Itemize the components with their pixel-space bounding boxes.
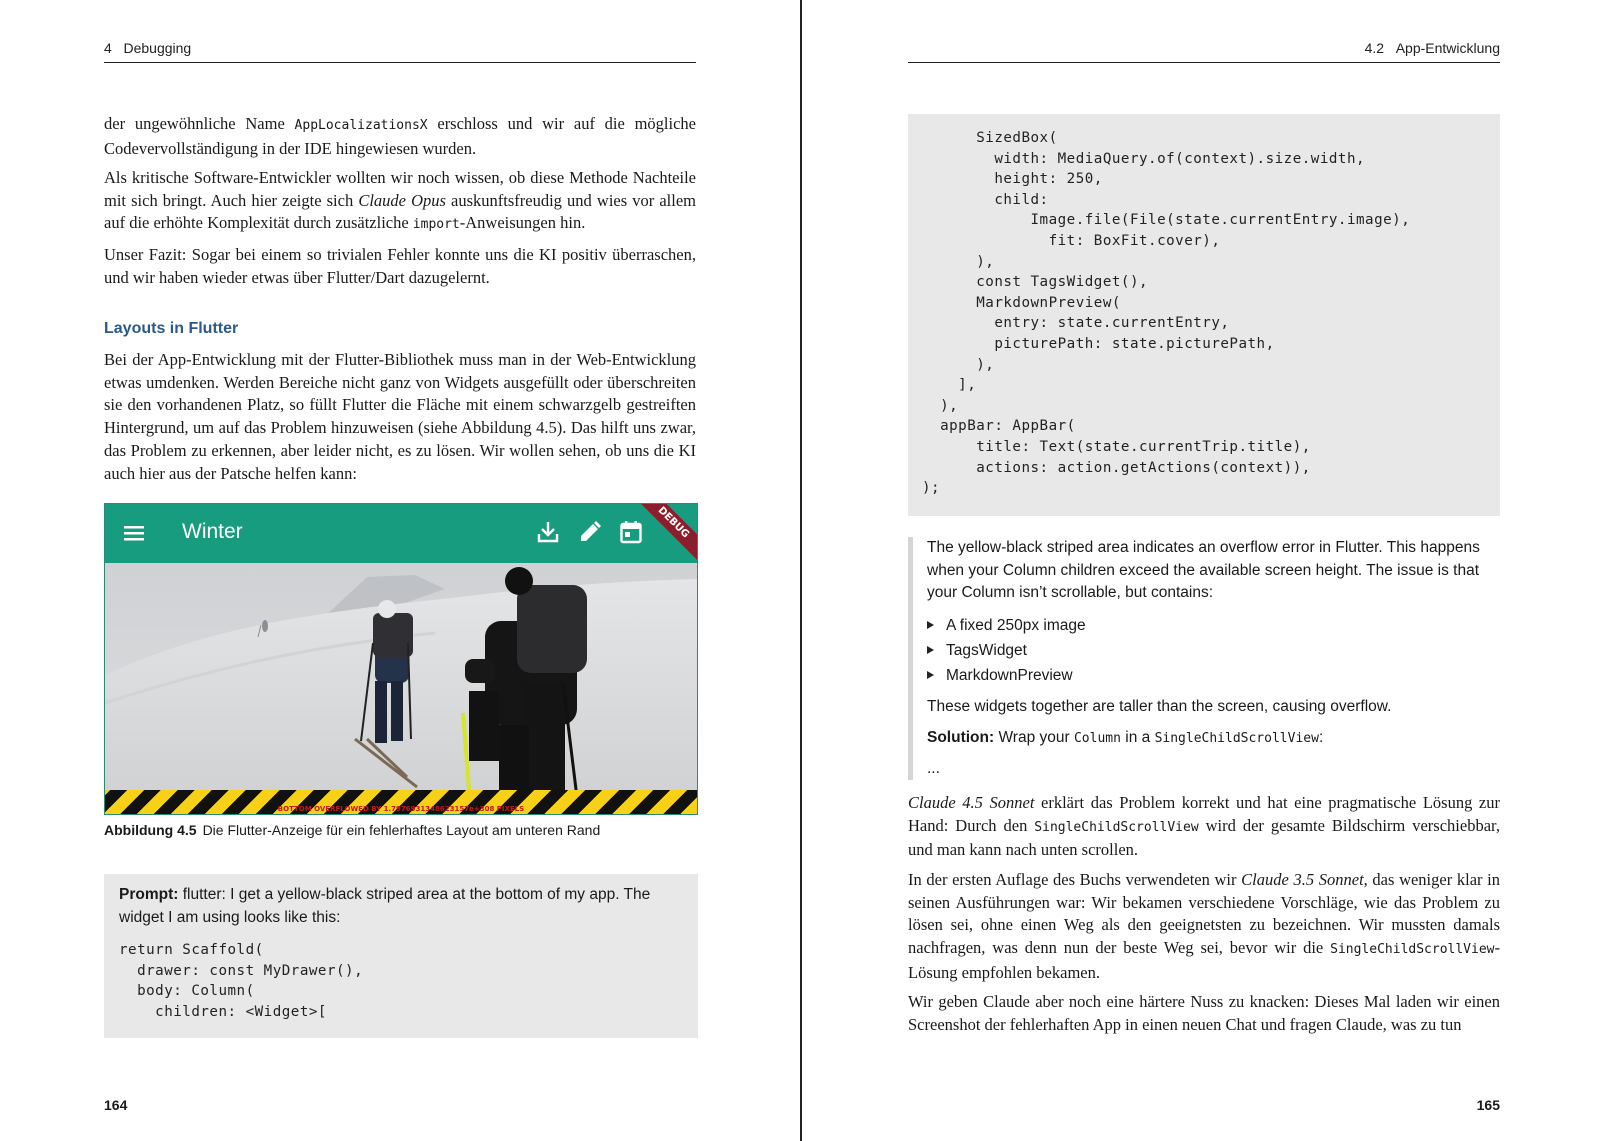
book-spine bbox=[800, 0, 802, 1141]
bullet-item: A fixed 250px image bbox=[927, 617, 1086, 635]
chapter-title: Debugging bbox=[123, 40, 192, 56]
code-listing: SizedBox( width: MediaQuery.of(context).size.width, height: 250, child: Image.file(File(state.currentEntry.image), fit: BoxFit.cover), ), const TagsWidget(), MarkdownPreview( entry: state.currentEntry, picturePath: state.picturePath, ), ], ), appBar: AppBar( title: Text(state.currentTrip.title), actions: action.getActions(context)), ); bbox=[922, 130, 1411, 497]
prompt-text: Prompt: flutter: I get a yellow-black striped area at the bottom of my app. The widget I am using looks like this: bbox=[119, 886, 651, 926]
section-heading: Layouts in Flutter bbox=[104, 320, 239, 337]
answer-ellipsis: ... bbox=[927, 760, 940, 777]
overflow-error-text: BOTTOM OVERFLOWED BY 1.7976931348623157e+308 PIXELS bbox=[277, 805, 525, 813]
bullet-triangle-icon bbox=[927, 671, 934, 679]
bullet-item: MarkdownPreview bbox=[927, 667, 1073, 685]
paragraph: Als kritische Software-Entwickler wollten wir noch wissen, ob diese Methode Nachteile mit sich bringt. Auch hier zeigte sich Claude Opus auskunftsfreudig und wies vor allem auf die erhöhte Komplexität durch zusätzliche import-Anweisungen hin. bbox=[104, 168, 697, 233]
section-title: App-Entwicklung bbox=[1395, 40, 1500, 56]
page-number: 165 bbox=[1476, 1097, 1500, 1113]
app-title: Winter bbox=[182, 520, 243, 543]
paragraph: Wir geben Claude aber noch eine härtere Nuss zu knacken: Dieses Mal laden wir einen Screenshot der fehlerhaften App in einen neuen Chat und fragen Claude, was zu tun bbox=[908, 992, 1500, 1034]
edit-icon bbox=[578, 520, 602, 544]
prompt-code: return Scaffold( drawer: const MyDrawer(), body: Column( children: <Widget>[ bbox=[119, 942, 364, 1020]
paragraph: In der ersten Auflage des Buchs verwendeten wir Claude 3.5 Sonnet, das weniger klar in seinen Ausführungen war: Wir bekamen verschiedene Vorschläge, wie das Problem zu lösen sei, ohne einen Weg als den geeignetsten zu bezeichnen. Wir mussten damals nachfragen, was denn nun der beste Weg sei, bevor wir die SingleChildScrollView-Lösung empfohlen bekamen. bbox=[908, 870, 1500, 982]
figure-flutter-app-screenshot bbox=[104, 503, 698, 815]
answer-summary: These widgets together are taller than the screen, causing overflow. bbox=[927, 698, 1392, 715]
prompt-box bbox=[104, 874, 698, 1038]
header-rule bbox=[104, 62, 696, 63]
bullet-triangle-icon bbox=[927, 646, 934, 654]
section-number: 4.2 bbox=[1364, 40, 1385, 56]
answer-quote-bar bbox=[908, 537, 913, 780]
caption-text: Die Flutter-Anzeige für ein fehlerhaftes Layout am unteren Rand bbox=[202, 822, 601, 838]
snowy-mountain-photo bbox=[105, 563, 697, 814]
paragraph: Unser Fazit: Sogar bei einem so trivialen Fehler konnte uns die KI positiv überraschen, und wir haben wieder etwas über Flutter/Dart dazugelernt. bbox=[104, 245, 696, 287]
paragraph: der ungewöhnliche Name AppLocalizationsX erschloss und wir auf die mögliche Codevervollständigung in der IDE hingewiesen wurden. bbox=[104, 114, 696, 158]
answer-solution: Solution: Wrap your Column in a SingleChildScrollView: bbox=[927, 729, 1324, 746]
running-header-right bbox=[1365, 40, 1500, 56]
code-block bbox=[908, 114, 1500, 516]
answer-intro: The yellow-black striped area indicates an overflow error in Flutter. This happens when your Column children exceed the available screen height. The issue is that your Column isn’t scrollable, but contains: bbox=[927, 539, 1480, 602]
menu-icon bbox=[123, 524, 145, 542]
app-bar bbox=[105, 504, 697, 563]
page-number: 164 bbox=[104, 1097, 128, 1113]
debug-banner: DEBUG bbox=[634, 503, 698, 562]
paragraph: Claude 4.5 Sonnet erklärt das Problem korrekt und hat eine pragmatische Lösung zur Hand: Durch den SingleChildScrollView wird der gesamte Bildschirm verschiebbar, und man kann nach unten scrollen. bbox=[908, 793, 1501, 860]
paragraph: Bei der App-Entwicklung mit der Flutter-Bibliothek muss man in der Web-Entwicklung etwas umdenken. Werden Bereiche nicht ganz von Widgets ausgefüllt oder überschreiten sie den vorhandenen Platz, so füllt Flutter die Fläche mit einem schwarzgelb gestreiften Hintergrund, um auf das Problem hinzuweisen (siehe Abbildung 4.5). Das hilft uns zwar, das Problem zu erkennen, aber leider nicht, es zu lösen. Wir wollen sehen, ob uns die KI auch hier aus der Patsche helfen kann: bbox=[104, 350, 696, 483]
figure-caption bbox=[104, 822, 600, 838]
chapter-number: 4 bbox=[104, 40, 112, 56]
running-header-left bbox=[104, 40, 191, 56]
bullet-item: TagsWidget bbox=[927, 642, 1027, 660]
calendar-icon bbox=[620, 520, 642, 544]
header-rule bbox=[908, 62, 1500, 63]
download-icon bbox=[536, 520, 560, 544]
caption-label: Abbildung 4.5 bbox=[104, 822, 197, 838]
bullet-triangle-icon bbox=[927, 621, 934, 629]
